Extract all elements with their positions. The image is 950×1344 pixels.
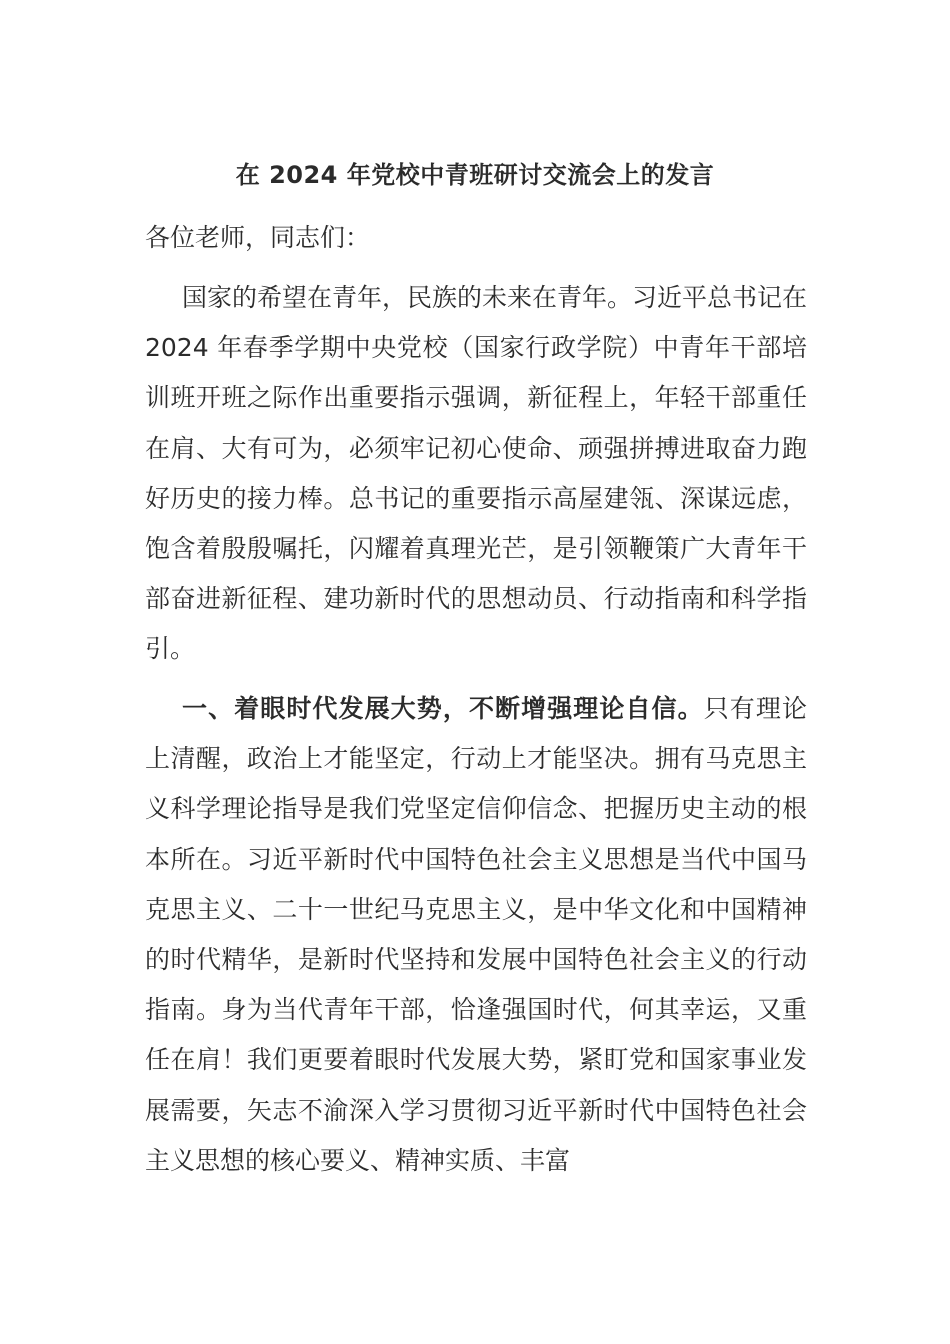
paragraph-intro [145,273,807,675]
paragraph-intro-text: 国家的希望在青年，民族的未来在青年。习近平总书记在 2024 年春季学期中央党校（国家行政学院）中青年干部培训班开班之际作出重要指示强调，新征程上，年轻干部重任在肩、大有可为，必须牢记初心使命、顽强拼搏进取奋力跑好历史的接力棒。总书记的重要指示高屋建瓴、深谋远虑，饱含着殷殷嘱托，闪耀着真理光芒，是引领鞭策广大青年干部奋进新征程、建功新时代的思想动员、行动指南和科学指引。 [145,283,808,664]
paragraph-section-one [145,684,807,1186]
salutation: 各位老师，同志们： [145,223,371,252]
document-title: 在 2024 年党校中青班研讨交流会上的发言 [235,161,715,189]
section-one-heading: 一、着眼时代发展大势，不断增强理论自信。 [182,694,704,723]
paragraph-section-one-text: 只有理论上清醒，政治上才能坚定，行动上才能坚决。拥有马克思主义科学理论指导是我们党坚定信仰信念、把握历史主动的根本所在。习近平新时代中国特色社会主义思想是当代中国马克思主义、二十一世纪马克思主义，是中华文化和中国精神的时代精华，是新时代坚持和发展中国特色社会主义的行动指南。身为当代青年干部，恰逢强国时代，何其幸运，又重任在肩！我们更要着眼时代发展大势，紧盯党和国家事业发展需要，矢志不渝深入学习贯彻习近平新时代中国特色社会主义思想的核心要义、精神实质、丰富 [145,694,807,1175]
